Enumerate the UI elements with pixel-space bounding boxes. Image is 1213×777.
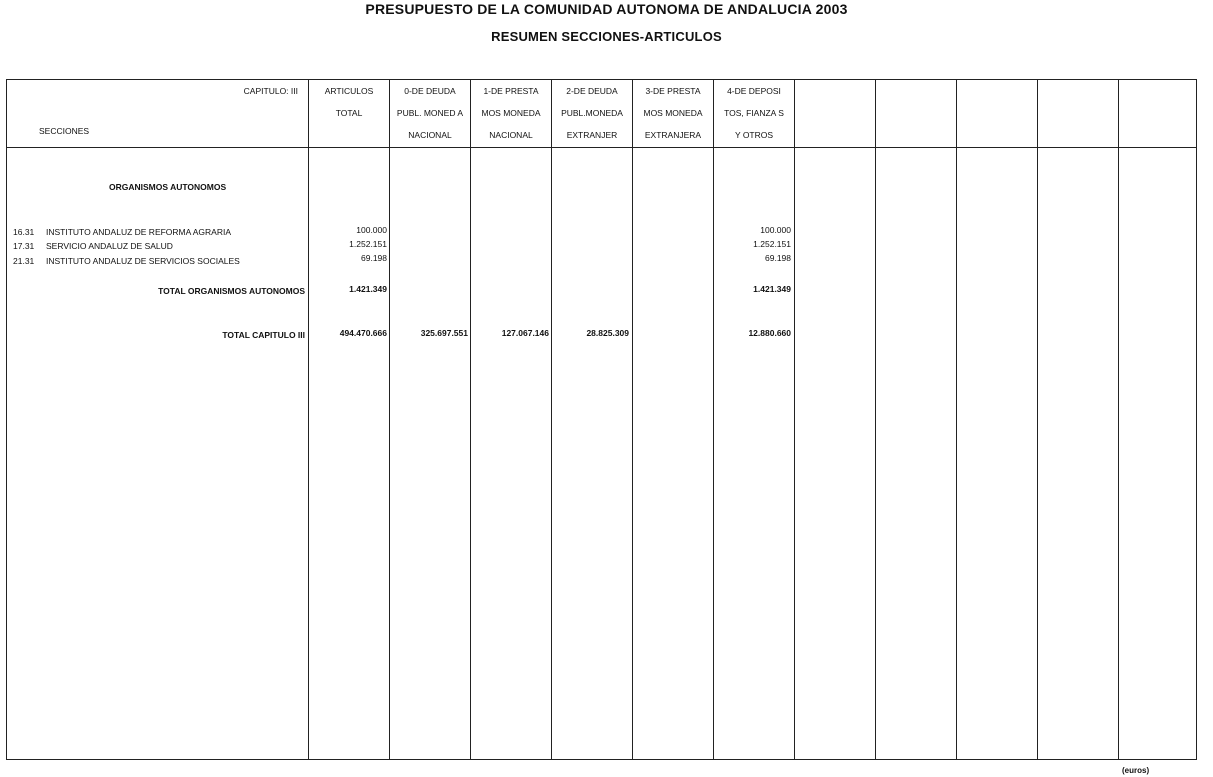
column-divider — [389, 79, 390, 760]
row-total: 1.252.151 — [349, 239, 387, 249]
row-col4: 69.198 — [765, 253, 791, 263]
total-capitulo-col4: 12.880.660 — [748, 328, 791, 338]
col-header-line2: MOS MONEDA — [481, 108, 541, 118]
total-capitulo-col2: 28.825.309 — [586, 328, 629, 338]
column-divider — [875, 79, 876, 760]
group-heading: ORGANISMOS AUTONOMOS — [109, 182, 227, 192]
column-divider — [1037, 79, 1038, 760]
row-name: SERVICIO ANDALUZ DE SALUD — [46, 241, 173, 251]
total-organismos-col4: 1.421.349 — [753, 284, 791, 294]
row-col4: 1.252.151 — [753, 239, 791, 249]
row-col4: 100.000 — [760, 225, 791, 235]
col-header-line3: EXTRANJER — [566, 130, 618, 140]
col-header-line3: EXTRANJERA — [644, 130, 702, 140]
secciones-label: SECCIONES — [39, 126, 90, 136]
col-header-line1: ARTICULOS — [324, 86, 374, 96]
row-total: 69.198 — [361, 253, 387, 263]
capitulo-label: CAPITULO: III — [243, 86, 298, 96]
column-divider — [632, 79, 633, 760]
row-name: INSTITUTO ANDALUZ DE SERVICIOS SOCIALES — [46, 256, 240, 266]
column-divider — [713, 79, 714, 760]
col-header-line2: TOS, FIANZA S — [724, 108, 784, 118]
row-name: INSTITUTO ANDALUZ DE REFORMA AGRARIA — [46, 227, 231, 237]
col-header-line2: PUBL.MONEDA — [561, 108, 623, 118]
row-code: 16.31 — [13, 227, 35, 237]
row-code: 21.31 — [13, 256, 35, 266]
column-divider — [308, 79, 309, 760]
total-organismos-total: 1.421.349 — [349, 284, 387, 294]
row-code: 17.31 — [13, 241, 35, 251]
col-header-line3: Y OTROS — [734, 130, 774, 140]
column-divider — [470, 79, 471, 760]
col-header-line1: 2-DE DEUDA — [566, 86, 618, 96]
total-capitulo-total: 494.470.666 — [339, 328, 387, 338]
column-divider — [794, 79, 795, 760]
col-header-line2: TOTAL — [335, 108, 363, 118]
col-header-line3: NACIONAL — [408, 130, 452, 140]
header-divider — [6, 147, 1197, 148]
col-header-line1: 0-DE DEUDA — [404, 86, 456, 96]
column-divider — [551, 79, 552, 760]
column-divider — [956, 79, 957, 760]
row-total: 100.000 — [356, 225, 387, 235]
document-title: PRESUPUESTO DE LA COMUNIDAD AUTONOMA DE ANDALUCIA 2003 — [365, 1, 848, 17]
col-header-line3: NACIONAL — [489, 130, 533, 140]
total-capitulo-label: TOTAL CAPITULO III — [222, 330, 305, 340]
total-organismos-label: TOTAL ORGANISMOS AUTONOMOS — [158, 286, 305, 296]
col-header-line2: MOS MONEDA — [643, 108, 703, 118]
total-capitulo-col1: 127.067.146 — [501, 328, 549, 338]
col-header-line1: 4-DE DEPOSI — [727, 86, 781, 96]
col-header-line2: PUBL. MONED A — [396, 108, 464, 118]
col-header-line1: 3-DE PRESTA — [645, 86, 701, 96]
col-header-line1: 1-DE PRESTA — [483, 86, 539, 96]
column-divider — [1118, 79, 1119, 760]
document-subtitle: RESUMEN SECCIONES-ARTICULOS — [491, 29, 722, 44]
total-capitulo-col0: 325.697.551 — [420, 328, 468, 338]
units-note: (euros) — [1122, 766, 1150, 775]
